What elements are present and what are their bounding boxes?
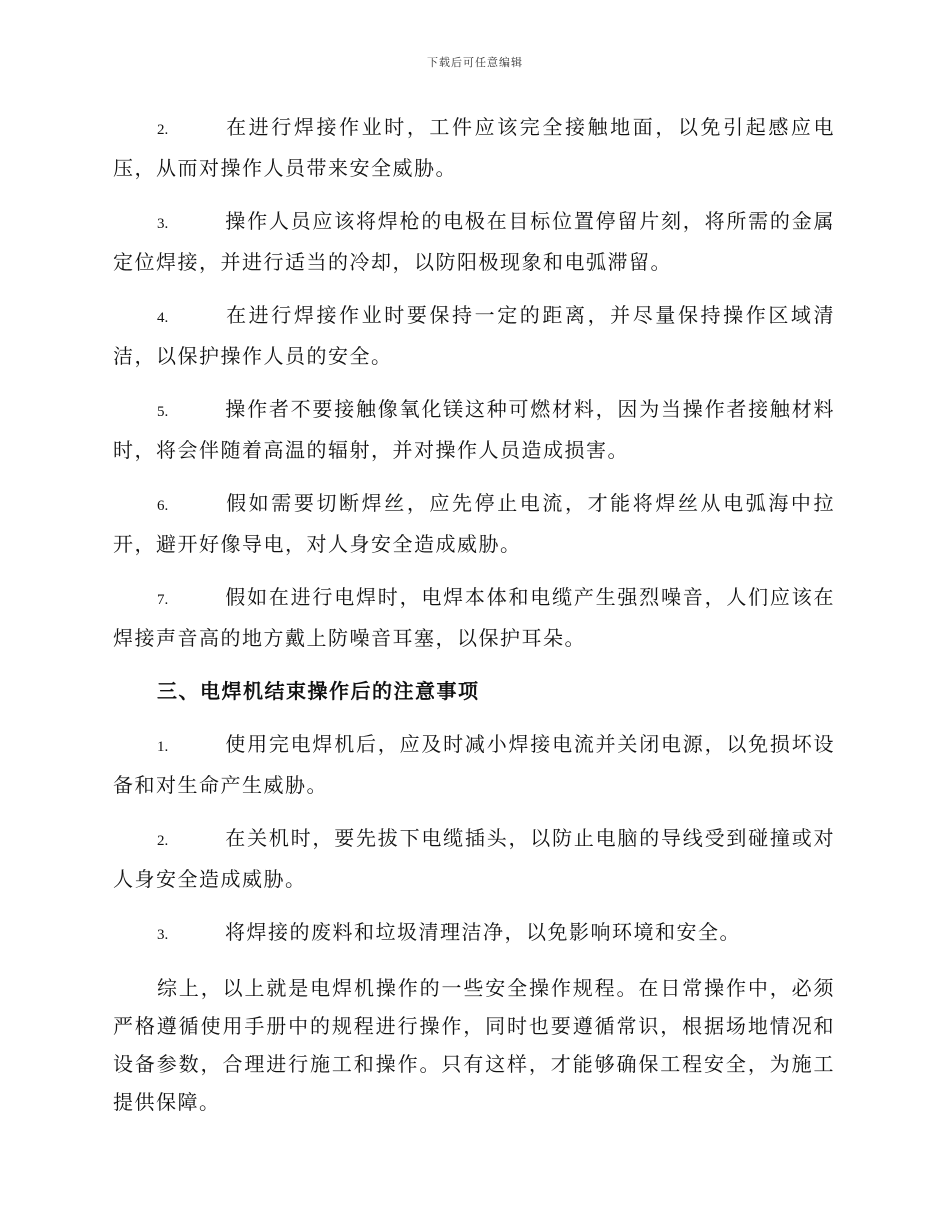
list-item xyxy=(113,202,835,281)
item-text: 操作者不要接触像氧化镁这种可燃材料，因为当操作者接触材料时，将会伴随着高温的辐射，并对操作人员造成损害。 xyxy=(113,397,835,462)
item-number: 3. xyxy=(157,216,169,232)
section-heading: 三、电焊机结束操作后的注意事项 xyxy=(157,679,480,703)
item-text: 将焊接的废料和垃圾清理洁净，以免影响环境和安全。 xyxy=(225,920,741,944)
item-text: 假如在进行电焊时，电焊本体和电缆产生强烈噪音，人们应该在焊接声音高的地方戴上防噪音耳塞，以保护耳朵。 xyxy=(113,585,835,650)
item-number: 6. xyxy=(157,498,169,514)
item-number: 7. xyxy=(157,592,169,608)
item-number: 2. xyxy=(157,833,169,849)
list-item xyxy=(113,819,835,898)
item-text: 假如需要切断焊丝，应先停止电流，才能将焊丝从电弧海中拉开，避开好像导电，对人身安全造成威胁。 xyxy=(113,491,835,556)
list-item xyxy=(113,390,835,469)
item-text: 在进行焊接作业时要保持一定的距离，并尽量保持操作区域清洁，以保护操作人员的安全。 xyxy=(113,303,835,368)
list-item xyxy=(113,725,835,804)
item-text: 使用完电焊机后，应及时减小焊接电流并关闭电源，以免损坏设备和对生命产生威胁。 xyxy=(113,732,835,797)
item-number: 3. xyxy=(157,927,169,943)
list-item xyxy=(113,913,835,954)
list-item xyxy=(113,578,835,657)
list-item xyxy=(113,484,835,563)
document-body xyxy=(113,108,835,1136)
item-number: 5. xyxy=(157,404,169,420)
item-text: 在关机时，要先拔下电缆插头，以防止电脑的导线受到碰撞或对人身安全造成威胁。 xyxy=(113,826,835,891)
item-text: 在进行焊接作业时，工件应该完全接触地面，以免引起感应电压，从而对操作人员带来安全威胁。 xyxy=(113,115,835,180)
list-item xyxy=(113,296,835,375)
page-header: 下载后可任意编辑 xyxy=(427,56,523,69)
summary-paragraph: 综上，以上就是电焊机操作的一些安全操作规程。在日常操作中，必须严格遵循使用手册中的规程进行操作，同时也要遵循常识，根据场地情况和设备参数，合理进行施工和操作。只有这样，才能够确保工程安全，为施工提供保障。 xyxy=(113,976,835,1114)
item-number: 4. xyxy=(157,310,169,326)
list-item xyxy=(113,108,835,187)
item-number: 1. xyxy=(157,739,169,755)
item-text: 操作人员应该将焊枪的电极在目标位置停留片刻，将所需的金属定位焊接，并进行适当的冷却，以防阳极现象和电弧滞留。 xyxy=(113,209,835,274)
item-number: 2. xyxy=(157,122,169,138)
